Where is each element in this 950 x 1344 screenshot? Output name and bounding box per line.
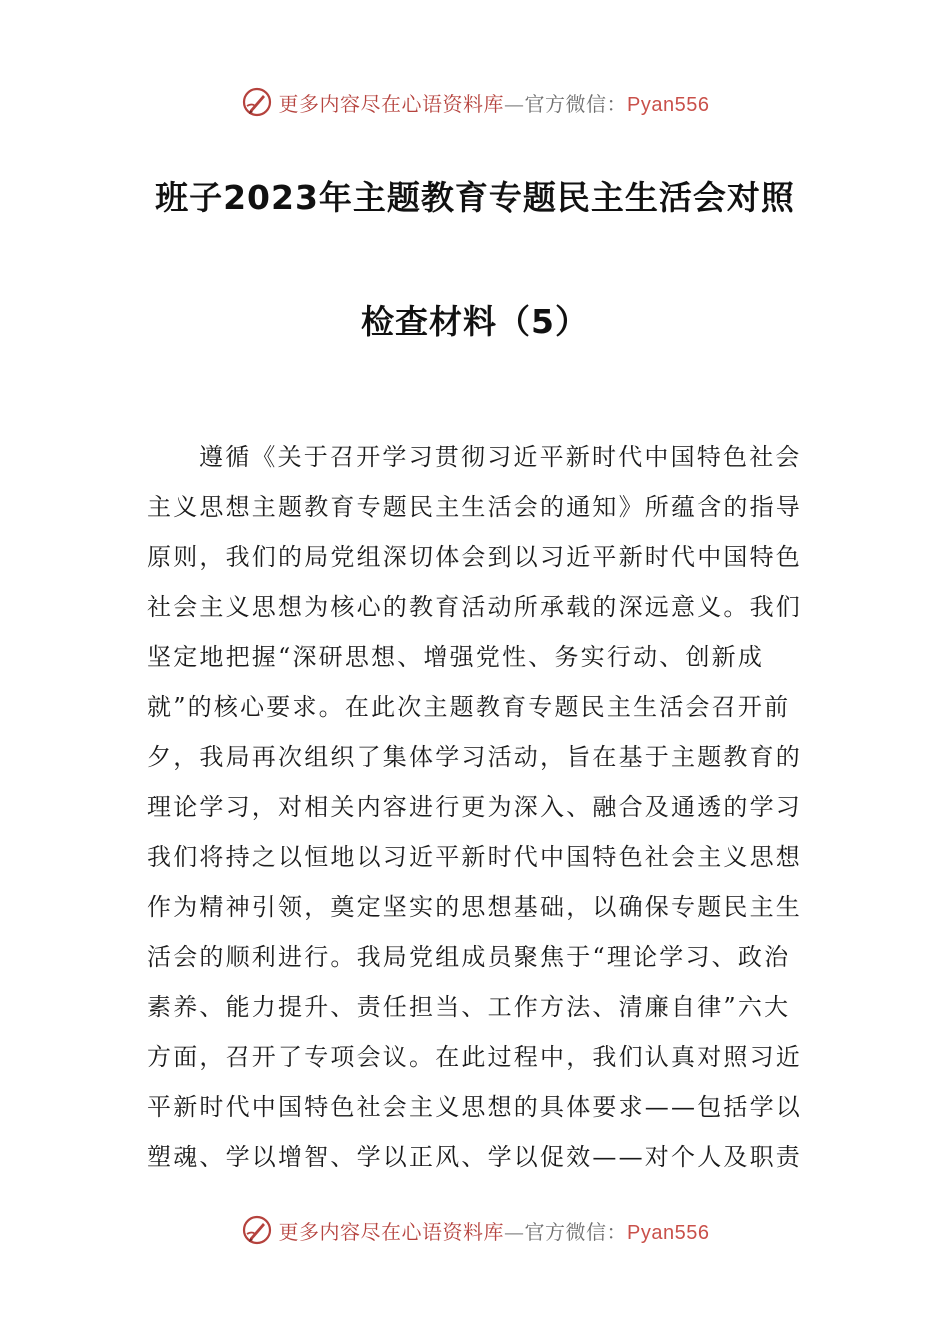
paragraph-line: 主义思想主题教育专题民主生活会的通知》所蕴含的指导: [147, 493, 802, 521]
header-banner[interactable]: [0, 82, 950, 122]
paragraph-line: 原则，我们的局党组深切体会到以习近平新时代中国特色: [147, 543, 802, 571]
document-title-line-2: 检查材料（5）: [361, 302, 589, 341]
paragraph-line: 平新时代中国特色社会主义思想的具体要求——包括学以: [147, 1093, 802, 1121]
quill-pen-logo-icon: [241, 86, 273, 118]
footer-banner[interactable]: [0, 1210, 950, 1250]
banner-wechat-id: Pyan556: [627, 93, 710, 116]
body-paragraph: [147, 432, 807, 1182]
paragraph-line: 遵循《关于召开学习贯彻习近平新时代中国特色社会: [199, 443, 802, 471]
banner-separator: —: [504, 1219, 525, 1244]
paragraph-line: 我们将持之以恒地以习近平新时代中国特色社会主义思想: [147, 843, 802, 871]
banner-wechat-label: 官方微信：: [524, 91, 628, 116]
paragraph-line: 活会的顺利进行。我局党组成员聚焦于“理论学习、政治: [147, 943, 791, 971]
banner-separator: —: [504, 91, 525, 116]
paragraph-line: 塑魂、学以增智、学以正风、学以促效——对个人及职责: [147, 1143, 802, 1171]
paragraph-line: 社会主义思想为核心的教育活动所承载的深远意义。我们: [147, 593, 802, 621]
paragraph-line: 方面，召开了专项会议。在此过程中，我们认真对照习近: [147, 1043, 802, 1071]
document-title-line-1: 班子2023年主题教育专题民主生活会对照: [155, 178, 795, 217]
paragraph-line: 就”的核心要求。在此次主题教育专题民主生活会召开前: [147, 693, 791, 721]
banner-brand-text: 更多内容尽在心语资料库: [278, 91, 505, 116]
paragraph-line: 理论学习，对相关内容进行更为深入、融合及通透的学习: [147, 793, 802, 821]
banner-wechat-label: 官方微信：: [524, 1219, 628, 1244]
banner-wechat-id: Pyan556: [627, 1221, 710, 1244]
banner-brand-text: 更多内容尽在心语资料库: [278, 1219, 505, 1244]
paragraph-line: 素养、能力提升、责任担当、工作方法、清廉自律”六大: [147, 993, 791, 1021]
quill-pen-logo-icon: [241, 1214, 273, 1246]
paragraph-line: 夕，我局再次组织了集体学习活动，旨在基于主题教育的: [147, 743, 802, 771]
paragraph-line: 作为精神引领，奠定坚实的思想基础，以确保专题民主生: [147, 893, 802, 921]
paragraph-line: 坚定地把握“深研思想、增强党性、务实行动、创新成: [147, 643, 765, 671]
